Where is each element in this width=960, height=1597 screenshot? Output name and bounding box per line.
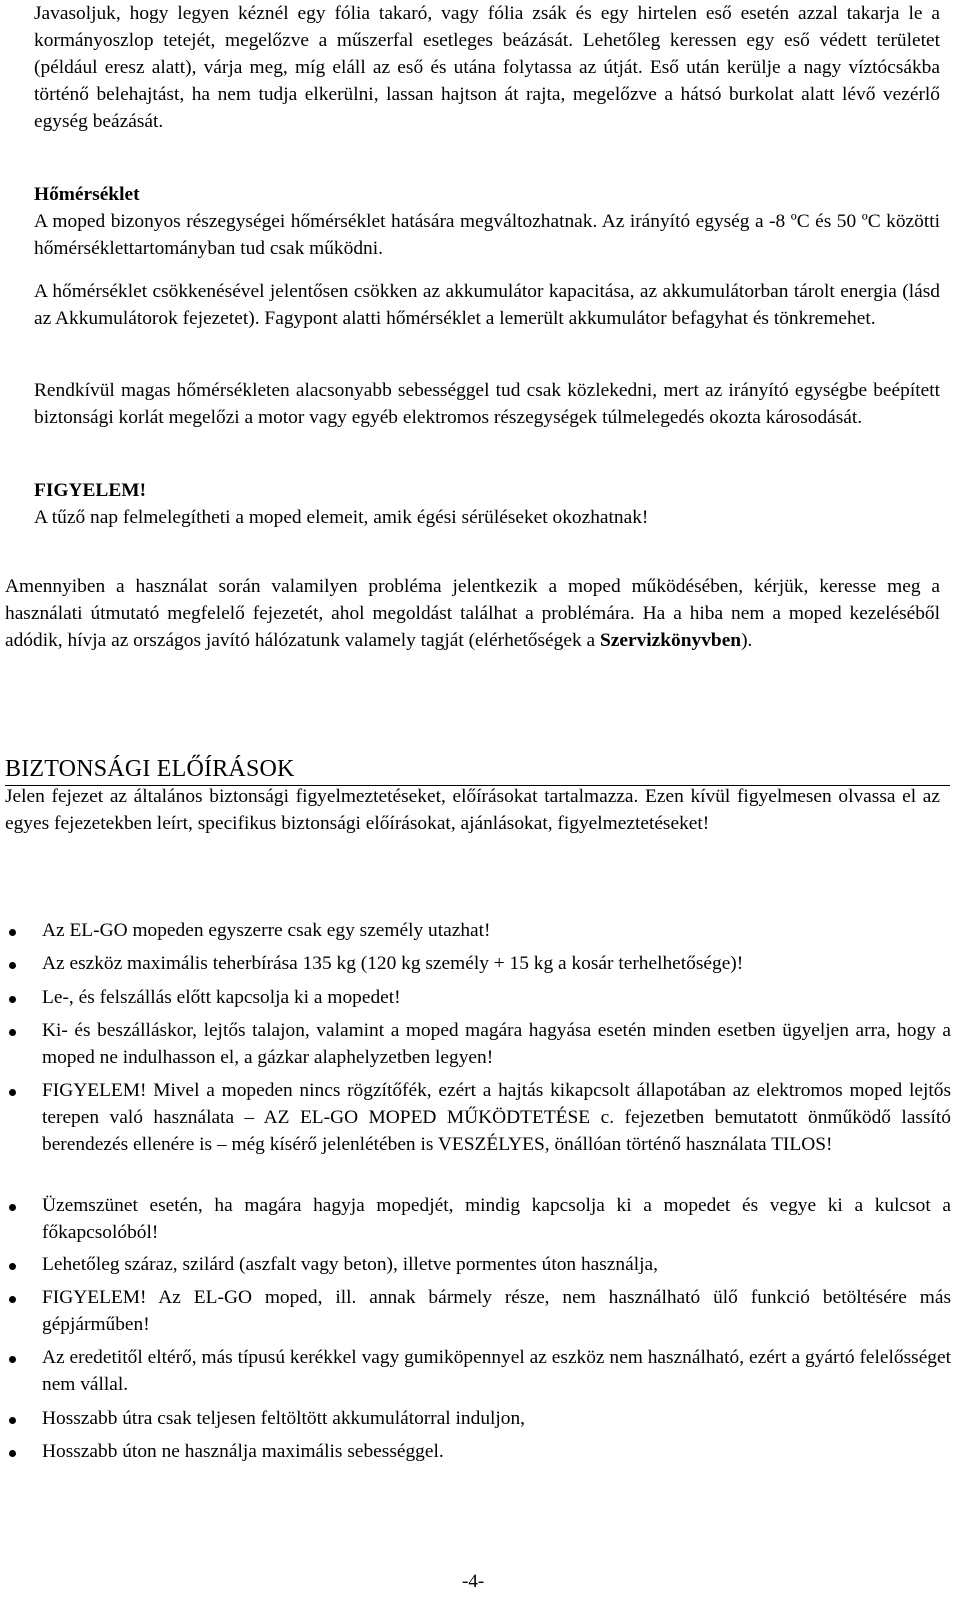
safety-intro-paragraph: Jelen fejezet az általános biztonsági figyelmeztetéseket, előírásokat tartalmazza. Ezen kívül figyelmesen olvassa el az egyes fejezetekben leírt, specifikus biztonsági előírásokat, ajánlásokat, figyelmeztetéseket!	[5, 786, 940, 834]
temperature-heading: Hőmérséklet	[34, 184, 140, 205]
bullet-icon	[9, 1029, 16, 1036]
bullet-icon	[9, 1263, 16, 1270]
bullet-icon	[9, 1417, 16, 1424]
rain-paragraph: Javasoljuk, hogy legyen kéznél egy fólia takaró, vagy fólia zsák és egy hirtelen eső esetén azzal takarja le a kormányoszlop tetejét, megelőzve a műszerfal esetleges beázását. Lehetőleg keressen egy eső védett területet (például eresz alatt), várja meg, míg eláll az eső és utána folytassa az útját. Eső után kerülje a nagy víztócsákba történő belehajtást, ha nem tudja elkerülni, lassan hajtson át rajta, megelőzve a hátsó burkolat alatt lévő vezérlő egység beázását.	[34, 3, 940, 132]
list-item-text: Az EL-GO mopeden egyszerre csak egy személy utazhat!	[42, 920, 491, 941]
list-item-text: Az eredetitől eltérő, más típusú kerékkel vagy gumiköpennyel az eszköz nem használható, ezért a gyártó felelősséget nem vállal.	[42, 1347, 951, 1395]
bullet-icon	[9, 1296, 16, 1303]
bullet-icon	[9, 1204, 16, 1211]
problem-text-end: ).	[741, 630, 753, 651]
list-item-text: Le-, és felszállás előtt kapcsolja ki a mopedet!	[42, 987, 401, 1008]
page-number: -4-	[462, 1571, 485, 1592]
bullet-icon	[9, 929, 16, 936]
safety-section-heading: BIZTONSÁGI ELŐÍRÁSOK	[5, 754, 950, 786]
list-item-text: FIGYELEM! Az EL-GO moped, ill. annak bármely része, nem használható ülő funkció betöltésére más gépjárműben!	[42, 1287, 951, 1335]
bullet-icon	[9, 996, 16, 1003]
bullet-icon	[9, 962, 16, 969]
list-item-text: Hosszabb úton ne használja maximális sebességgel.	[42, 1441, 444, 1462]
list-item-text: Az eszköz maximális teherbírása 135 kg (120 kg személy + 15 kg a kosár terhelhetősége)!	[42, 953, 744, 974]
temperature-paragraph-1: A moped bizonyos részegységei hőmérséklet hatására megváltozhatnak. Az irányító egység a -8 ºC és 50 ºC közötti hőmérséklettartományban tud csak működni.	[34, 211, 940, 259]
bullet-icon	[9, 1450, 16, 1457]
list-item-text: Lehetőleg száraz, szilárd (aszfalt vagy beton), illetve pormentes úton használja,	[42, 1254, 658, 1275]
problem-text: Amennyiben a használat során valamilyen probléma jelentkezik a moped működésében, kérjük, keresse meg a használati útmutató megfelelő fejezetét, ahol megoldást találhat a problémára. Ha a hiba nem a moped kezeléséből adódik, hívja az országos javító hálózatunk valamely tagját (elérhetőségek a	[5, 576, 940, 651]
bullet-icon	[9, 1356, 16, 1363]
bullet-icon	[9, 1089, 16, 1096]
warning-text: A tűző nap felmelegítheti a moped elemeit, amik égési sérüléseket okozhatnak!	[34, 507, 649, 528]
temperature-paragraph-3: Rendkívül magas hőmérsékleten alacsonyabb sebességgel tud csak közlekedni, mert az irányító egységbe beépített biztonsági korlát megelőzi a motor vagy egyéb elektromos részegységek túlmelegedés okozta károsodását.	[34, 380, 940, 428]
list-item-text: Ki- és beszálláskor, lejtős talajon, valamint a moped magára hagyása esetén minden esetben ügyeljen arra, hogy a moped ne indulhasson el, a gázkar alaphelyzetben legyen!	[42, 1020, 951, 1068]
service-book-reference: Szervizkönyvben	[599, 630, 742, 651]
list-item-text: FIGYELEM! Mivel a mopeden nincs rögzítőfék, ezért a hajtás kikapcsolt állapotában az elektromos moped lejtős terepen való használata – AZ EL-GO MOPED MŰKÖDTETÉSE c. fejezetben bemutatott önműködő lassító berendezés ellenére is – még kísérő jelenlétében is VESZÉLYES, önállóan történő használata TILOS!	[42, 1080, 951, 1155]
list-item-text: Üzemszünet esetén, ha magára hagyja mopedjét, mindig kapcsolja ki a mopedet és vegye ki a kulcsot a főkapcsolóból!	[42, 1195, 951, 1243]
list-item-text: Hosszabb útra csak teljesen feltöltött akkumulátorral induljon,	[42, 1408, 526, 1429]
problem-paragraph	[5, 573, 940, 654]
temperature-paragraph-2: A hőmérséklet csökkenésével jelentősen csökken az akkumulátor kapacitása, az akkumulátorban tárolt energia (lásd az Akkumulátorok fejezetet). Fagypont alatti hőmérséklet a lemerült akkumulátor befagyhat és tönkremehet.	[34, 281, 940, 329]
warning-label: FIGYELEM!	[34, 480, 147, 501]
